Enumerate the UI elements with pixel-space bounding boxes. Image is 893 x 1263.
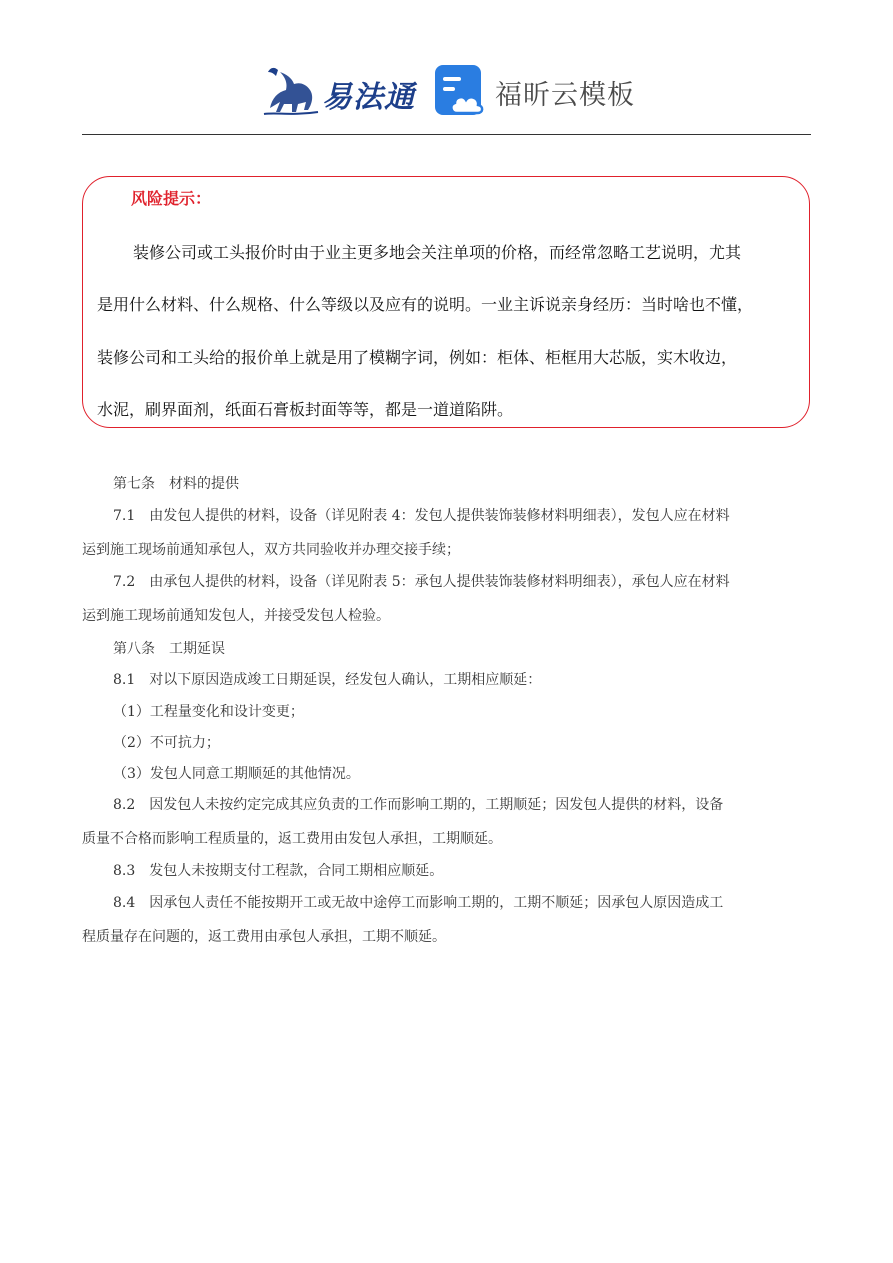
- risk-line-1: 装修公司或工头报价时由于业主更多地会关注单项的价格，而经常忽略工艺说明，尤其: [133, 243, 742, 262]
- clause-8-4-line-1: 8.4 因承包人责任不能按期开工或无故中途停工而影响工期的，工期不顺延；因承包人原因造成工: [113, 895, 724, 911]
- article-8-heading: 第八条 工期延误: [113, 641, 225, 657]
- clause-8-1-item-1: （1）工程量变化和设计变更；: [113, 704, 304, 720]
- article-7-heading: 第七条 材料的提供: [113, 476, 239, 492]
- clause-8-1-item-3: （3）发包人同意工期顺延的其他情况。: [113, 766, 360, 782]
- fuxin-logo: [435, 65, 635, 119]
- header-divider: [82, 134, 811, 135]
- fuxin-logo-text: 福昕云模板: [495, 80, 635, 111]
- clause-8-2-line-2: 质量不合格而影响工程质量的，返工费用由发包人承担，工期顺延。: [82, 831, 502, 847]
- yifatong-logo: [262, 62, 415, 120]
- clause-7-1-line-1: 7.1 由发包人提供的材料，设备（详见附表 4：发包人提供装饰装修材料明细表），发包人应在材料: [113, 508, 730, 524]
- risk-warning-title: 风险提示：: [131, 189, 212, 208]
- clause-8-1-item-2: （2）不可抗力；: [113, 735, 220, 751]
- clause-8-1: 8.1 对以下原因造成竣工日期延误，经发包人确认，工期相应顺延：: [113, 672, 542, 688]
- qilin-horse-icon: [262, 62, 322, 120]
- risk-line-3: 装修公司和工头给的报价单上就是用了模糊字词，例如：柜体、柜框用大芯版，实木收边，: [97, 348, 738, 367]
- clause-7-1-line-2: 运到施工现场前通知承包人，双方共同验收并办理交接手续；: [82, 542, 460, 558]
- clause-8-3: 8.3 发包人未按期支付工程款，合同工期相应顺延。: [113, 863, 444, 879]
- clause-7-2-line-2: 运到施工现场前通知发包人，并接受发包人检验。: [82, 608, 390, 624]
- page-header: [0, 0, 893, 136]
- clause-8-2-line-1: 8.2 因发包人未按约定完成其应负责的工作而影响工期的，工期顺延；因发包人提供的材料，设备: [113, 797, 724, 813]
- cloud-document-icon: [435, 65, 485, 117]
- clause-8-4-line-2: 程质量存在问题的，返工费用由承包人承担，工期不顺延。: [82, 929, 446, 945]
- risk-line-2: 是用什么材料、什么规格、什么等级以及应有的说明。一业主诉说亲身经历：当时啥也不懂，: [97, 295, 754, 314]
- clause-7-2-line-1: 7.2 由承包人提供的材料，设备（详见附表 5：承包人提供装饰装修材料明细表），承包人应在材料: [113, 574, 730, 590]
- yifatong-logo-text: 易法通: [322, 80, 415, 115]
- risk-line-4: 水泥，刷界面剂，纸面石膏板封面等等，都是一道道陷阱。: [97, 400, 514, 419]
- risk-warning-box: [82, 176, 810, 428]
